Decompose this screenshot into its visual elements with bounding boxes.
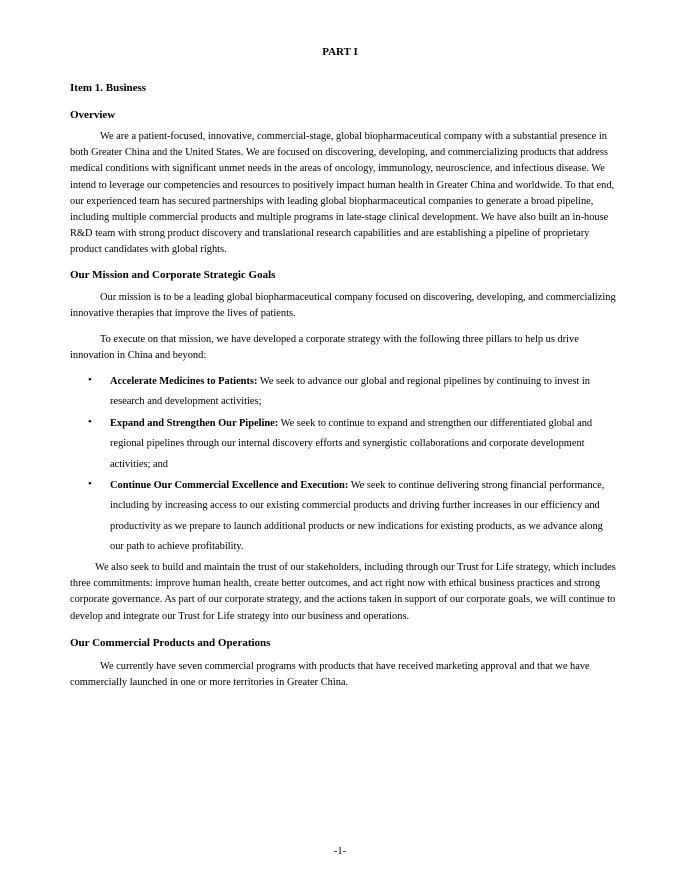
overview-heading: Overview — [70, 109, 116, 121]
page-number: -1- — [333, 845, 347, 857]
item-title: Item 1. Business — [70, 82, 147, 94]
bullet-text — [110, 372, 618, 413]
bullet-lead: Expand and Strengthen Our Pipeline: — [110, 418, 279, 429]
commercial-heading: Our Commercial Products and Operations — [70, 637, 271, 649]
mission-heading: Our Mission and Corporate Strategic Goals — [70, 269, 276, 281]
trust-paragraph: We also seek to build and maintain the trust of our stakeholders, including through our Trust for Life strategy, which includes three commitments: improve human health, create better outcomes, and act right now with ethical business practices and strong corporate governance. As part of our corporate strategy, and the actions taken in support of our corporate goals, we will continue to develop and integrate our Trust for Life strategy into our business and operations. — [70, 562, 616, 622]
bullet-body: We seek to continue to expand and strengthen our differentiated global and regional pipelines through our internal discovery efforts and synergistic collaborations and corporate development activities; and — [110, 418, 593, 470]
overview-paragraph: We are a patient-focused, innovative, commercial-stage, global biopharmaceutical company with a substantial presence in both Greater China and the United States. We are focused on discovering, developing, and commercializing products that address medical conditions with significant unmet needs in the areas of oncology, immunology, neuroscience, and infectious disease. We intend to leverage our competencies and resources to positively impact human health in Greater China and worldwide. To that end, our experienced team has secured partnerships with leading global biopharmaceutical companies to generate a broad pipeline, including multiple commercial products and multiple programs in late-stage clinical development. We have also built an in-house R&D team with strong product discovery and translational research capabilities and are establishing a pipeline of proprietary product candidates with global rights. — [70, 131, 615, 256]
commercial-paragraph: We currently have seven commercial programs with products that have received marketing approval and that we have commercially launched in one or more territories in Greater China. — [70, 661, 590, 689]
bullet-body: We seek to continue delivering strong financial performance, including by increasing access to our existing commercial products and driving further increases in our efficiency and productivity as we prepare to launch additional products or new indications for existing products, as we advance along our path to achieve profitability. — [110, 480, 605, 552]
mission-paragraph-2: To execute on that mission, we have developed a corporate strategy with the following three pillars to help us drive innovation in China and beyond: — [70, 334, 579, 362]
bullet-body: We seek to advance our global and regional pipelines by continuing to invest in research and development activities; — [110, 376, 590, 408]
part-title: PART I — [322, 46, 358, 58]
bullet-text — [110, 414, 618, 475]
bullet-text — [110, 476, 618, 557]
bullet-icon: • — [88, 374, 92, 386]
bullet-icon: • — [88, 416, 92, 428]
bullet-icon: • — [88, 478, 92, 490]
bullet-lead: Accelerate Medicines to Patients: — [110, 376, 258, 387]
mission-paragraph-1: Our mission is to be a leading global biopharmaceutical company focused on discovering, developing, and commercializing innovative therapies that improve the lives of patients. — [70, 292, 616, 320]
bullet-lead: Continue Our Commercial Excellence and Execution: — [110, 480, 349, 491]
